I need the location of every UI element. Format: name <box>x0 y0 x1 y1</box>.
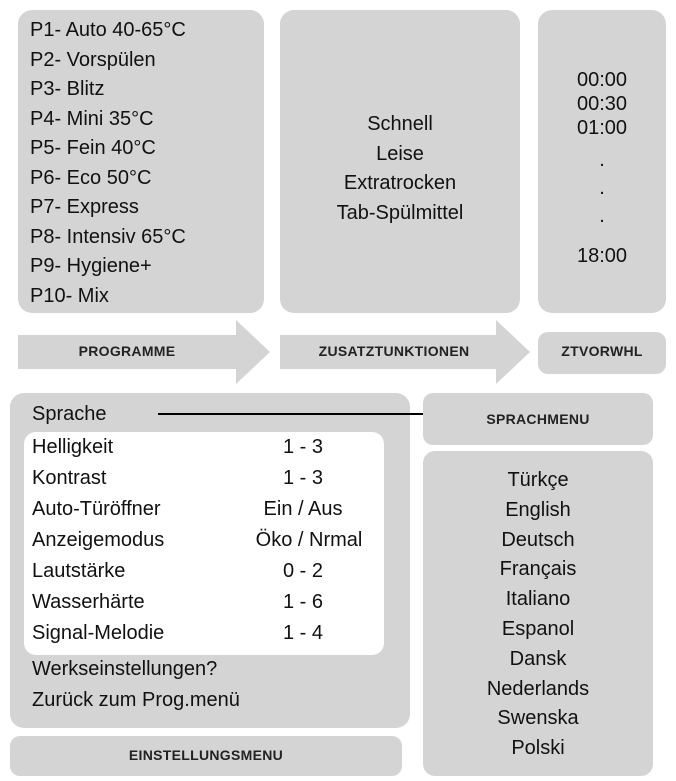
language-item: Swenska <box>497 707 579 730</box>
language-item: Nederlands <box>486 677 590 700</box>
setting-value: Ein / Aus <box>263 498 343 520</box>
setting-name: Anzeigemodus <box>32 529 165 551</box>
timer-dot: . <box>599 205 605 227</box>
factory-reset-label: Werkseinstellungen? <box>32 658 218 680</box>
sprachmenu-label: SPRACHMENU <box>486 411 590 427</box>
back-to-program-menu-label: Zurück zum Prog.menü <box>32 689 240 711</box>
language-item: Français <box>499 558 577 581</box>
program-item: P6- Eco 50°C <box>30 166 152 189</box>
setting-name: Signal-Melodie <box>32 622 165 644</box>
program-item: P7- Express <box>30 196 139 218</box>
program-item: P10- Mix <box>30 284 109 307</box>
setting-value: 0 - 2 <box>282 560 324 582</box>
language-item: Polski <box>511 737 565 760</box>
program-item: P2- Vorspülen <box>30 48 156 71</box>
setting-name: Helligkeit <box>32 436 114 458</box>
program-item: P9- Hygiene+ <box>30 255 152 277</box>
zusatz-label: ZUSATZTUNKTIONEN <box>318 343 470 359</box>
program-item: P4- Mini 35°C <box>30 107 154 130</box>
setting-name: Kontrast <box>32 467 107 489</box>
extras-item: Leise <box>376 142 424 165</box>
setting-value: Öko / Nrmal <box>255 529 363 551</box>
timer-item: 00:00 <box>576 69 628 91</box>
language-item: Italiano <box>505 588 571 611</box>
extras-item: Extratrocken <box>343 172 457 194</box>
einstellungsmenu-label: EINSTELLUNGSMENU <box>128 747 284 763</box>
program-item: P5- Fein 40°C <box>30 137 156 159</box>
setting-value: 1 - 4 <box>282 622 324 644</box>
timer-item: 01:00 <box>576 117 628 139</box>
setting-name: Wasserhärte <box>32 591 145 613</box>
language-item: Dansk <box>509 647 567 670</box>
setting-value: 1 - 3 <box>282 436 324 458</box>
timer-item: 18:00 <box>576 245 628 267</box>
language-item: Espanol <box>501 617 575 640</box>
programme-label: PROGRAMME <box>78 343 176 359</box>
timer-dot: . <box>599 149 605 171</box>
program-item: P1- Auto 40-65°C <box>30 19 186 41</box>
language-list <box>423 466 653 764</box>
program-item: P8- Intensiv 65°C <box>30 225 186 248</box>
timer-dot: . <box>599 177 605 199</box>
program-item: P3- Blitz <box>30 78 105 100</box>
language-item: Deutsch <box>501 528 575 551</box>
timer-item: 00:30 <box>576 93 628 115</box>
extras-item: Schnell <box>367 113 433 135</box>
setting-value: 1 - 3 <box>282 467 324 489</box>
setting-name: Auto-Türöffner <box>32 498 161 520</box>
language-item: English <box>505 498 571 521</box>
setting-value: 1 - 6 <box>282 591 324 613</box>
extras-item: Tab-Spülmittel <box>336 201 464 224</box>
sprache-label: Sprache <box>32 403 107 425</box>
language-item: Türkçe <box>507 469 569 491</box>
setting-name: Lautstärke <box>32 560 126 582</box>
ztvorwhl-label: ZTVORWHL <box>561 343 643 359</box>
